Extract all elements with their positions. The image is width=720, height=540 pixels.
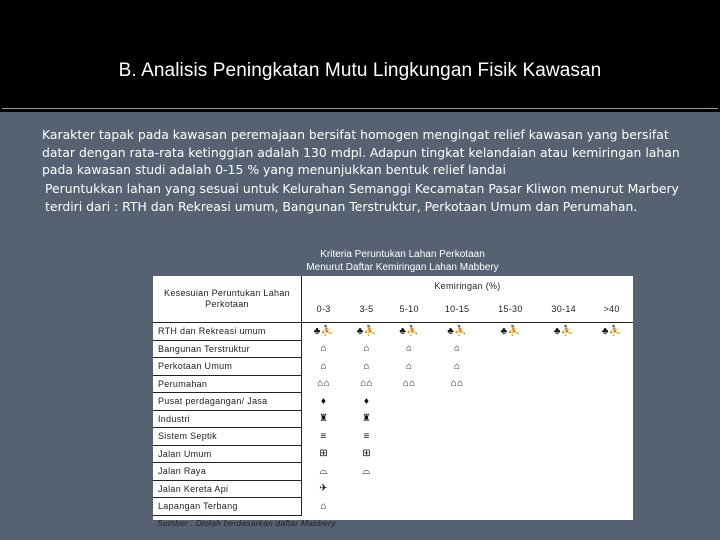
suitability-cell	[537, 358, 590, 376]
table-row	[153, 323, 633, 341]
table-caption	[250, 248, 555, 274]
septic-icon: ≡	[320, 430, 327, 442]
shop-icon: ♦	[363, 395, 370, 407]
suitability-cell	[484, 393, 537, 411]
suitability-cell	[590, 463, 633, 481]
suitability-cell	[430, 410, 483, 428]
suitability-cell	[537, 428, 590, 446]
houses-icon: ⌂⌂	[450, 378, 464, 390]
suitability-cell	[388, 340, 431, 358]
table-caption-line2: Menurut Daftar Kemiringan Lahan Mabbery	[306, 262, 499, 273]
suitability-cell	[302, 393, 346, 411]
suitability-cell	[537, 498, 590, 516]
suitability-cell	[430, 480, 483, 498]
suitability-cell	[388, 393, 431, 411]
slope-table	[153, 276, 633, 516]
row-label: Perkotaan Umum	[153, 358, 302, 376]
table-source: Sumber : Diolah berdasarkan daftar Mabbery.	[157, 518, 338, 528]
building-structure-icon: ⌂	[453, 343, 461, 355]
suitability-cell	[537, 340, 590, 358]
suitability-cell	[484, 358, 537, 376]
suitability-cell	[537, 393, 590, 411]
table-row	[153, 498, 633, 516]
suitability-cell	[302, 498, 346, 516]
suitability-cell	[388, 358, 431, 376]
suitability-cell	[484, 428, 537, 446]
page-title: B. Analisis Peningkatan Mutu Lingkungan Fisik Kawasan	[118, 60, 602, 81]
suitability-cell	[590, 428, 633, 446]
suitability-cell	[430, 498, 483, 516]
suitability-cell	[590, 358, 633, 376]
title-divider	[2, 108, 718, 109]
car-icon: ⌓	[319, 465, 328, 477]
paragraph-land-use: Peruntukkan lahan yang sesuai untuk Kelurahan Semanggi Kecamatan Pasar Kliwon menurut Marbery terdiri dari : RTH dan Rekreasi umum, Bangunan Terstruktur, Perkotaan Umum dan Perumahan.	[45, 181, 679, 214]
suitability-cell	[345, 340, 388, 358]
suitability-cell	[430, 340, 483, 358]
table-row	[153, 340, 633, 358]
city-icon: ⌂	[363, 360, 370, 372]
suitability-cell	[388, 375, 431, 393]
train-icon: ✈	[319, 483, 328, 495]
suitability-cell	[537, 323, 590, 341]
table-row	[153, 428, 633, 446]
suitability-cell	[430, 375, 483, 393]
table-row	[153, 463, 633, 481]
suitability-cell	[537, 375, 590, 393]
slope-group-header: Kemiringan (%)	[434, 281, 501, 291]
row-label: Jalan Kereta Api	[153, 480, 302, 498]
suitability-cell	[537, 480, 590, 498]
table-row	[153, 480, 633, 498]
slope-column-header: 5-10	[388, 296, 431, 323]
suitability-cell	[590, 498, 633, 516]
suitability-cell	[388, 463, 431, 481]
row-header: Kesesuian Peruntukan Lahan Perkotaan	[153, 276, 302, 323]
tree-people-icon: ♣⛹	[447, 326, 467, 337]
suitability-cell	[302, 428, 346, 446]
airfield-icon: ⌂	[320, 500, 327, 512]
tree-people-icon: ♣⛹	[313, 326, 334, 337]
slope-column-header: 30-14	[537, 296, 590, 323]
suitability-cell	[430, 428, 483, 446]
road-icon: ⊞	[362, 448, 371, 460]
suitability-cell	[484, 463, 537, 481]
suitability-cell	[484, 340, 537, 358]
suitability-cell	[590, 323, 633, 341]
suitability-cell	[345, 463, 388, 481]
slope-table-panel	[153, 276, 633, 520]
suitability-cell	[302, 480, 346, 498]
septic-icon: ≡	[363, 430, 370, 442]
title-bar	[0, 0, 720, 112]
suitability-cell	[430, 393, 483, 411]
table-row	[153, 410, 633, 428]
suitability-cell	[590, 410, 633, 428]
building-structure-icon: ⌂	[320, 343, 327, 355]
table-row	[153, 393, 633, 411]
factory-icon: ♜	[361, 413, 372, 425]
suitability-cell	[590, 375, 633, 393]
tree-people-icon: ♣⛹	[356, 326, 377, 337]
suitability-cell	[430, 463, 483, 481]
row-label: Sistem Septik	[153, 428, 302, 446]
slope-column-header: >40	[590, 296, 633, 323]
shop-icon: ♦	[320, 395, 327, 407]
suitability-cell	[302, 323, 346, 341]
slope-column-header: 0-3	[302, 296, 346, 323]
factory-icon: ♜	[318, 413, 329, 425]
suitability-cell	[388, 428, 431, 446]
suitability-cell	[345, 375, 388, 393]
houses-icon: ⌂⌂	[360, 378, 373, 390]
suitability-cell	[302, 375, 346, 393]
suitability-cell	[590, 480, 633, 498]
tree-people-icon: ♣⛹	[399, 326, 419, 337]
suitability-cell	[345, 323, 388, 341]
suitability-cell	[484, 498, 537, 516]
slope-column-header: 15-30	[484, 296, 537, 323]
suitability-cell	[388, 323, 431, 341]
suitability-cell	[484, 480, 537, 498]
tree-people-icon: ♣⛹	[553, 326, 574, 337]
car-icon: ⌓	[362, 465, 371, 477]
suitability-cell	[345, 358, 388, 376]
tree-people-icon: ♣⛹	[601, 326, 622, 337]
row-label: Bangunan Terstruktur	[153, 340, 302, 358]
suitability-cell	[590, 445, 633, 463]
row-label: Jalan Raya	[153, 463, 302, 481]
suitability-cell	[388, 498, 431, 516]
city-icon: ⌂	[320, 360, 327, 372]
row-label: Industri	[153, 410, 302, 428]
slide-content	[0, 112, 720, 540]
table-row	[153, 445, 633, 463]
suitability-cell	[345, 445, 388, 463]
suitability-cell	[388, 480, 431, 498]
table-caption-line1: Kriteria Peruntukan Lahan Perkotaan	[320, 249, 485, 260]
suitability-cell	[590, 393, 633, 411]
road-icon: ⊞	[319, 448, 328, 460]
table-row	[153, 375, 633, 393]
city-icon: ⌂	[405, 360, 413, 372]
tree-people-icon: ♣⛹	[500, 326, 521, 337]
suitability-cell	[430, 358, 483, 376]
suitability-cell	[484, 410, 537, 428]
houses-icon: ⌂⌂	[317, 378, 330, 390]
suitability-cell	[537, 445, 590, 463]
suitability-cell	[484, 445, 537, 463]
building-structure-icon: ⌂	[363, 343, 370, 355]
table-row	[153, 358, 633, 376]
city-icon: ⌂	[453, 360, 461, 372]
suitability-cell	[484, 375, 537, 393]
slope-column-header: 10-15	[430, 296, 483, 323]
suitability-cell	[302, 445, 346, 463]
suitability-cell	[302, 358, 346, 376]
row-label: Jalan Umum	[153, 445, 302, 463]
suitability-cell	[590, 340, 633, 358]
row-label: RTH dan Rekreasi umum	[153, 323, 302, 341]
paragraph-relief: Karakter tapak pada kawasan peremajaan bersifat homogen mengingat relief kawasan yang bersifat datar dengan rata-rata ketinggian adalah 130 mdpl. Adapun tingkat kelandaian atau kemiringan lahan pada kawasan studi adalah 0-15 % yang menunjukkan bentuk relief landai	[42, 127, 680, 177]
suitability-cell	[388, 410, 431, 428]
slope-column-header: 3-5	[345, 296, 388, 323]
building-structure-icon: ⌂	[405, 343, 413, 355]
suitability-cell	[388, 445, 431, 463]
suitability-cell	[302, 340, 346, 358]
suitability-cell	[345, 410, 388, 428]
suitability-cell	[484, 323, 537, 341]
suitability-cell	[430, 445, 483, 463]
row-label: Pusat perdagangan/ Jasa	[153, 393, 302, 411]
houses-icon: ⌂⌂	[402, 378, 416, 390]
suitability-cell	[345, 393, 388, 411]
suitability-cell	[345, 480, 388, 498]
suitability-cell	[302, 410, 346, 428]
suitability-cell	[537, 410, 590, 428]
suitability-cell	[345, 428, 388, 446]
suitability-cell	[345, 498, 388, 516]
suitability-cell	[302, 463, 346, 481]
suitability-cell	[537, 463, 590, 481]
suitability-cell	[430, 323, 483, 341]
row-label: Perumahan	[153, 375, 302, 393]
row-label: Lapangan Terbang	[153, 498, 302, 516]
